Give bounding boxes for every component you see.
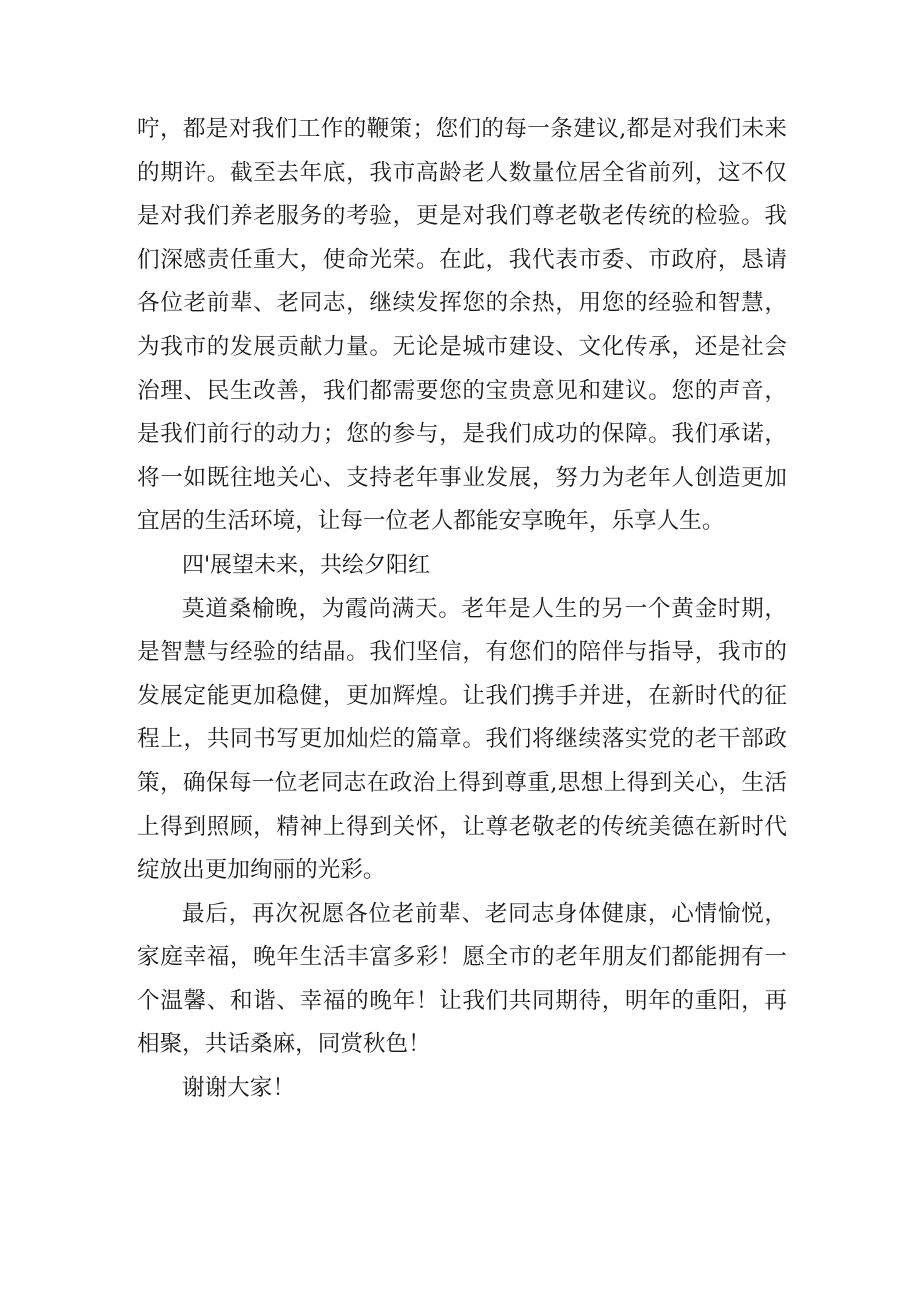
section-heading: 四'展望未来，共绘夕阳红 [182, 552, 431, 578]
paragraph: 最后，再次祝愿各位老前辈、老同志身体健康，心情愉悦，家庭幸福，晚年生活丰富多彩！愿全市的老年朋友们都能拥有一个温馨、和谐、幸福的晚年！让我们共同期待，明年的重阳，再相聚，共话桑麻，同赏秋色！ [137, 900, 787, 1058]
paragraph: 莫道桑榆晚，为霞尚满天。老年是人生的另一个黄金时期，是智慧与经验的结晶。我们坚信，有您们的陪伴与指导，我市的发展定能更加稳健，更加辉煌。让我们携手并进，在新时代的征程上，共同书写更加灿烂的篇章。我们将继续落实党的老干部政策，确保每一位老同志在政治上得到尊重,思想上得到关心，生活上得到照顾，精神上得到关怀，让尊老敬老的传统美德在新时代绽放出更加绚丽的光彩。 [137, 595, 787, 884]
closing-line: 谢谢大家！ [182, 1075, 295, 1102]
document-body [137, 108, 787, 1111]
paragraph-continued: 咛，都是对我们工作的鞭策；您们的每一条建议,都是对我们未来的期许。截至去年底，我市高龄老人数量位居全省前列，这不仅是对我们养老服务的考验，更是对我们尊老敬老传统的检验。我们深感责任重大，使命光荣。在此，我代表市委、市政府，恳请各位老前辈、老同志，继续发挥您的余热，用您的经验和智慧，为我市的发展贡献力量。无论是城市建设、文化传承，还是社会治理、民生改善，我们都需要您的宝贵意见和建议。您的声音，是我们前行的动力；您的参与，是我们成功的保障。我们承诺，将一如既往地关心、支持老年事业发展，努力为老年人创造更加宜居的生活环境，让每一位老人都能安享晚年，乐享人生。 [137, 116, 787, 535]
